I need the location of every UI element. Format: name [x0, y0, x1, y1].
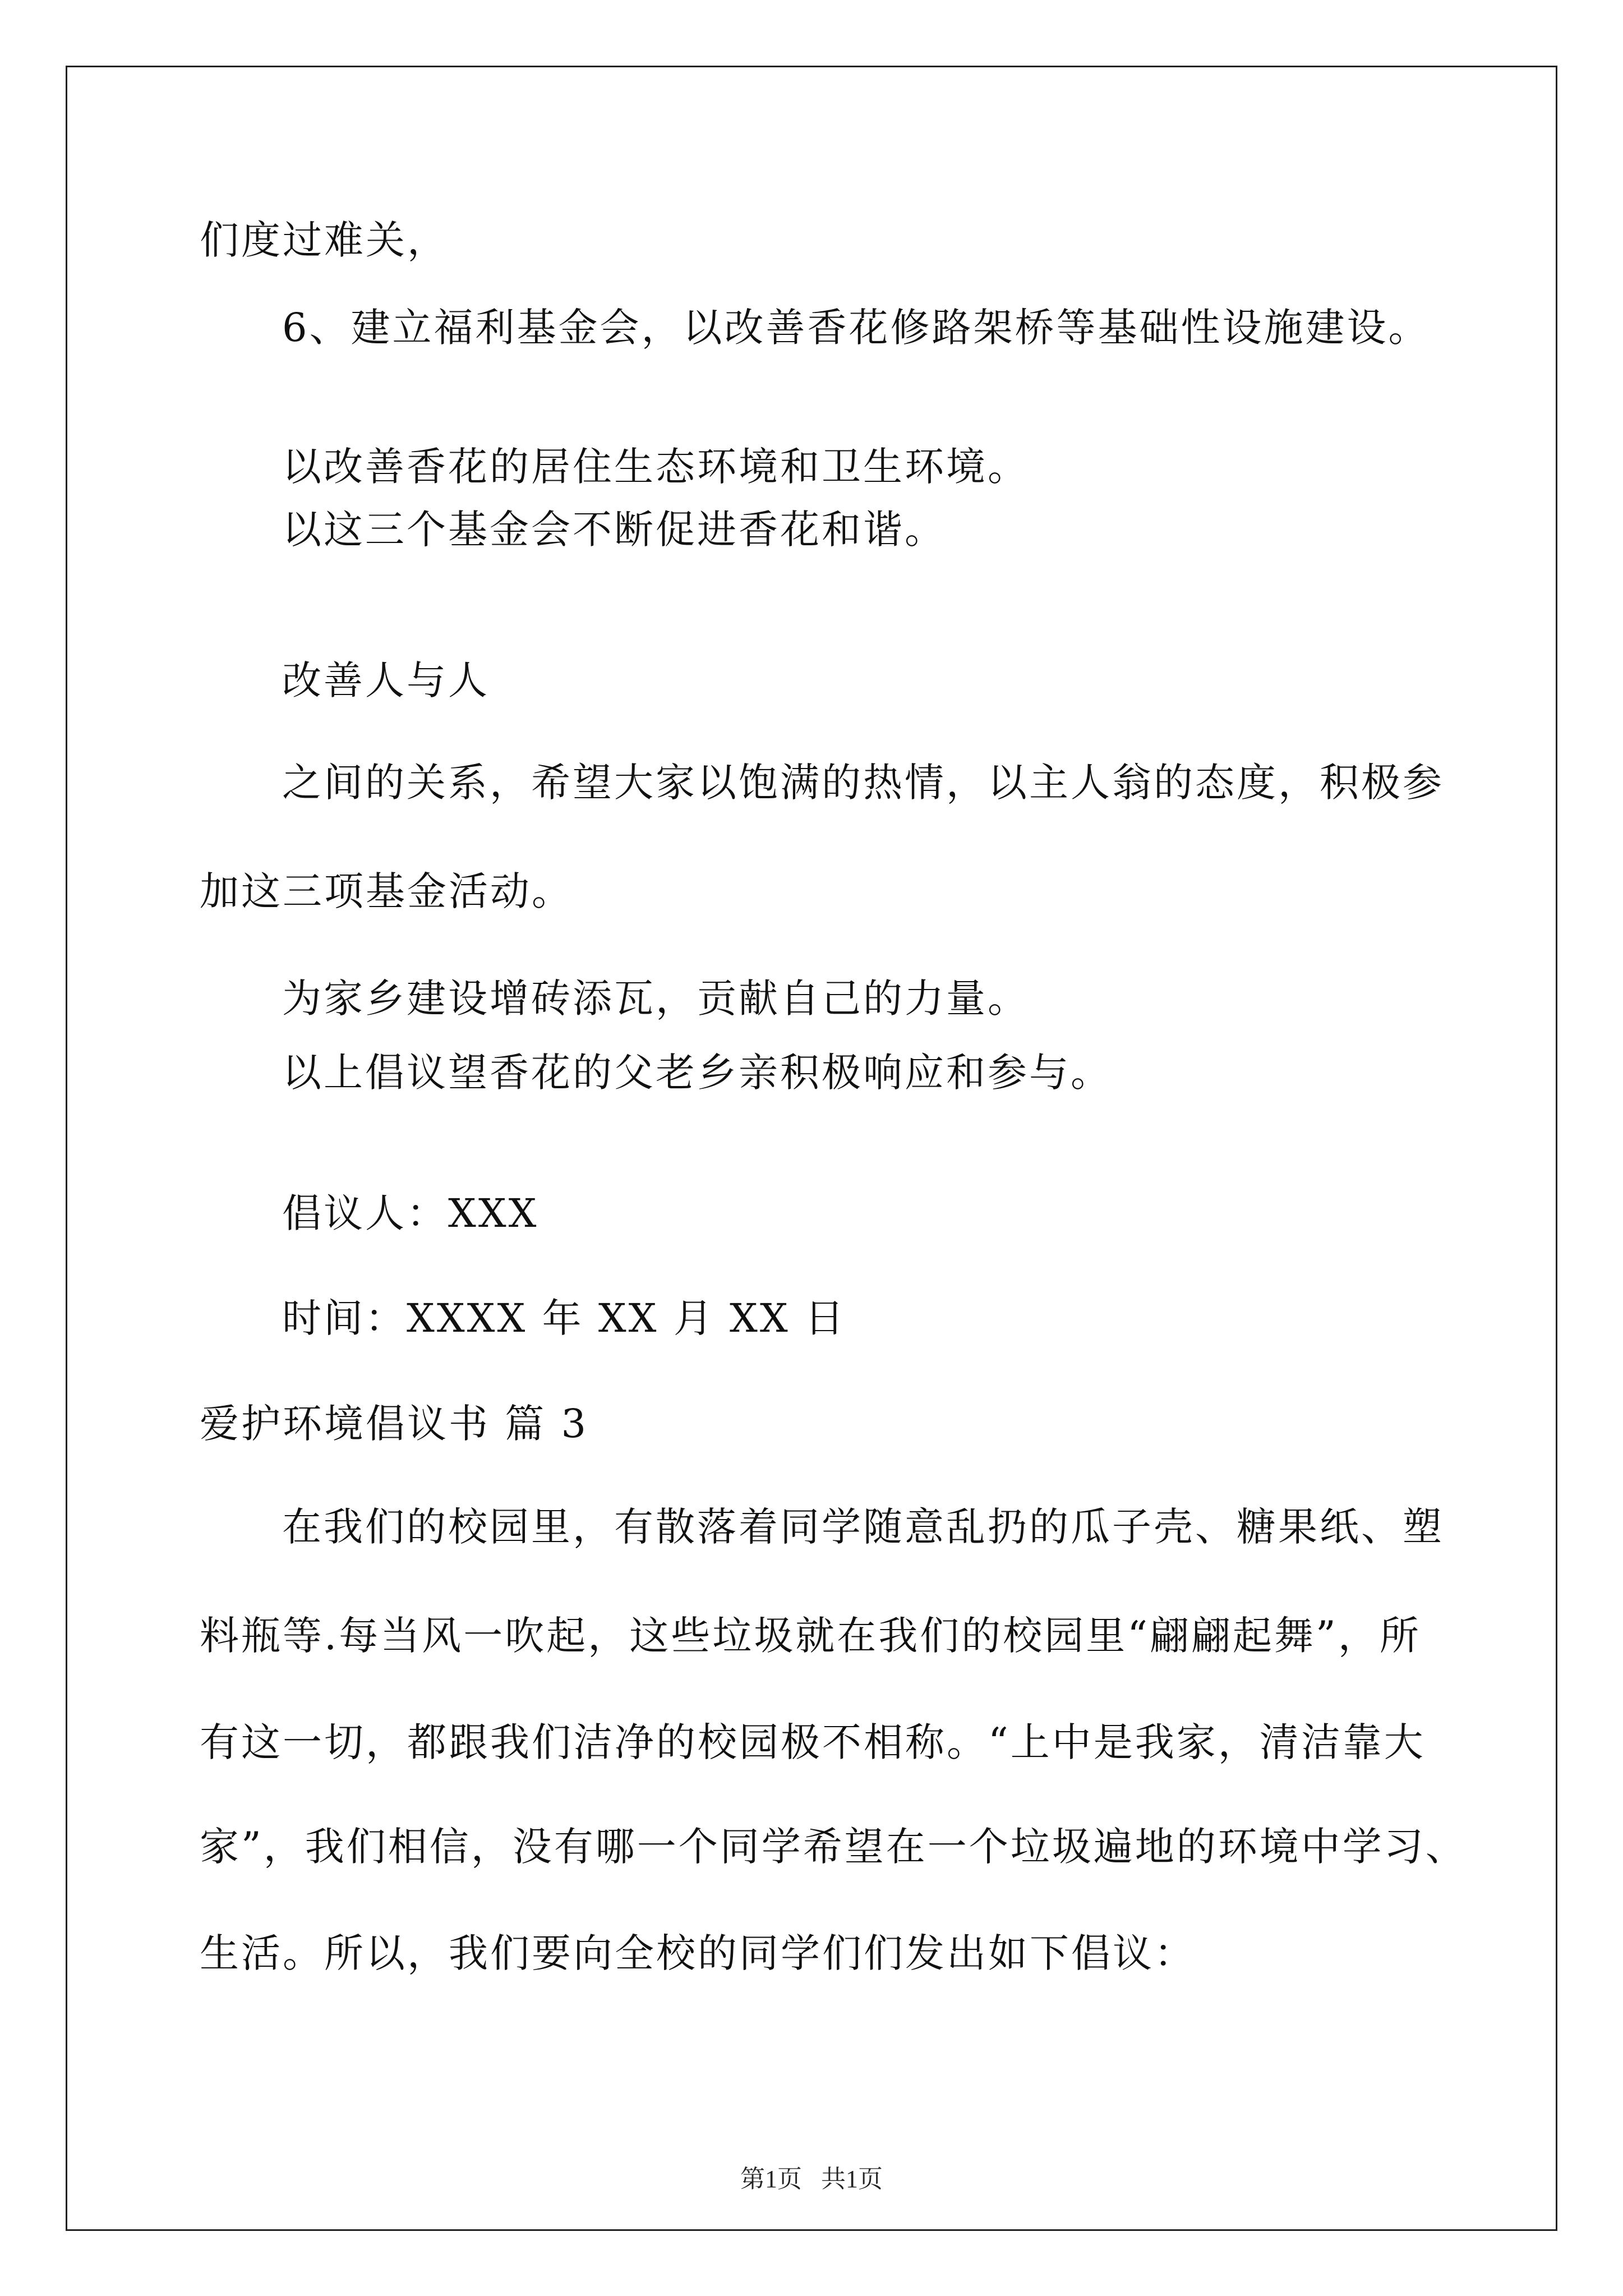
text-line: 之间的关系，希望大家以饱满的热情，以主人翁的态度，积极参: [282, 760, 1444, 806]
text-line: 家”，我们相信，没有哪一个同学希望在一个垃圾遍地的环境中学习、: [200, 1824, 1467, 1870]
signatory-line: 倡议人：XXX: [282, 1190, 539, 1236]
section-heading: 爱护环境倡议书 篇 3: [200, 1401, 589, 1447]
text-line: 们度过难关，: [200, 217, 449, 263]
text-line: 料瓶等.每当风一吹起，这些垃圾就在我们的校园里“翩翩起舞”，所: [200, 1613, 1421, 1659]
page-total: 共1页: [821, 2165, 883, 2193]
text-line: 为家乡建设增砖添瓦，贡献自己的力量。: [282, 976, 1029, 1022]
text-line: 在我们的校园里，有散落着同学随意乱扔的瓜子壳、糖果纸、塑: [282, 1504, 1444, 1550]
page-footer: [0, 2162, 1623, 2196]
text-line: 加这三项基金活动。: [200, 868, 573, 914]
text-line: 以这三个基金会不断促进香花和谐。: [282, 507, 946, 553]
page-number: 第1页: [740, 2165, 802, 2193]
page-border: [66, 66, 1557, 2231]
text-line: 生活。所以，我们要向全校的同学们们发出如下倡议：: [200, 1930, 1196, 1976]
text-line: 改善人与人: [282, 657, 490, 703]
text-line: 有这一切，都跟我们洁净的校园极不相称。“上中是我家，清洁靠大: [200, 1719, 1426, 1765]
date-line: 时间：XXXX 年 XX 月 XX 日: [282, 1295, 846, 1341]
text-line: 6、建立福利基金会，以改善香花修路架桥等基础性设施建设。: [282, 305, 1430, 351]
text-line: 以上倡议望香花的父老乡亲积极响应和参与。: [282, 1050, 1112, 1096]
text-line: 以改善香花的居住生态环境和卫生环境。: [282, 444, 1029, 490]
